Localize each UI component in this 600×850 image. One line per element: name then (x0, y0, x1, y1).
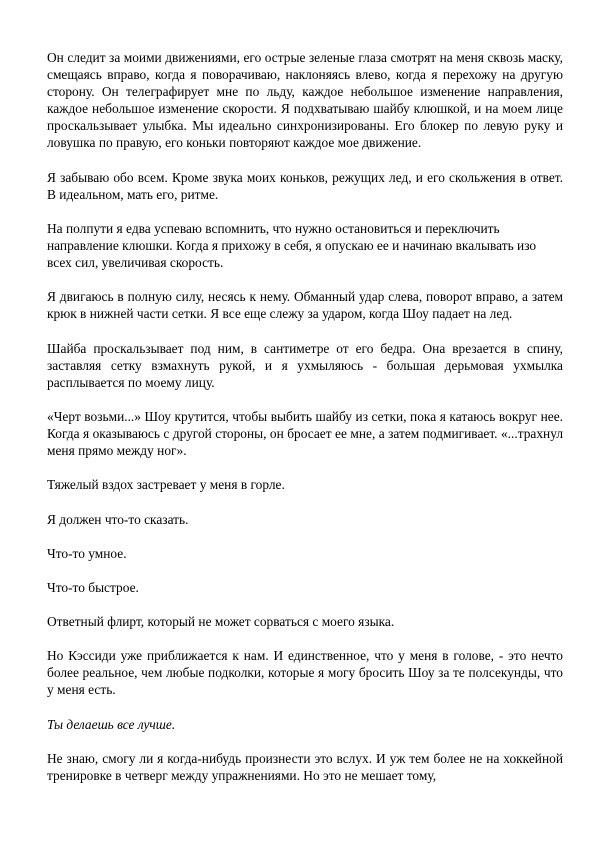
paragraph-3: На полпути я едва успеваю вспомнить, что нужно остановиться и переключить направление клюшки. Когда я прихожу в себя, я опускаю ее и начинаю вкалывать изо всех сил, увеличивая скорость. (47, 220, 537, 271)
paragraph-5: Шайба проскальзывает под ним, в сантиметре от его бедра. Она врезается в спину, заставляя сетку взмахнуть рукой, и я ухмыляюсь - большая дерьмовая ухмылка расплывается по моему лицу. (47, 340, 563, 390)
paragraph-13-italic: Ты делаешь все лучше. (47, 716, 176, 732)
paragraph-6: «Черт возьми...» Шоу крутится, чтобы выбить шайбу из сетки, пока я катаюсь вокруг нее. Когда я оказываюсь с другой стороны, он бросает ее мне, а затем подмигивает. «...трахнул меня прямо между ног». (47, 408, 563, 459)
paragraph-14: Не знаю, смогу ли я когда-нибудь произнести это вслух. И уж тем более не на хоккейной тренировке в четверг между упражнениями. Но это не мешает тому, (47, 750, 563, 783)
paragraph-12: Но Кэссиди уже приближается к нам. И единственное, что у меня в голове, - это нечто более реальное, чем любые подколки, которые я могу бросить Шоу за те полсекунды, что у меня есть. (47, 648, 563, 698)
paragraph-4: Я двигаюсь в полную силу, несясь к нему. Обманный удар слева, поворот вправо, а затем крюк в нижней части сетки. Я все еще слежу за ударом, когда Шоу падает на лед. (47, 289, 563, 322)
paragraph-10: Что-то быстрое. (47, 579, 139, 595)
paragraph-7: Тяжелый вздох застревает у меня в горле. (47, 477, 285, 493)
paragraph-1: Он следит за моими движениями, его острые зеленые глаза смотрят на меня сквозь маску, смещаясь вправо, когда я поворачиваю, наклоняясь влево, когда я перехожу на другую сторону. Он телеграфирует мне по льду, каждое небольшое изменение направления, каждое небольшое изменение скорости. Я подхватываю шайбу клюшкой, и на моем лице проскальзывает улыбка. Мы идеально синхронизированы. Его блокер по левую руку и ловушка по правую, его коньки повторяют каждое мое движение. (47, 50, 563, 151)
paragraph-8: Я должен что-то сказать. (47, 511, 189, 527)
paragraph-2: Я забываю обо всем. Кроме звука моих коньков, режущих лед, и его скольжения в ответ. В идеальном, мать его, ритме. (47, 169, 563, 202)
document-page (47, 49, 563, 784)
paragraph-9: Что-то умное. (47, 545, 127, 561)
paragraph-11: Ответный флирт, который не может сорваться с моего языка. (47, 614, 395, 630)
